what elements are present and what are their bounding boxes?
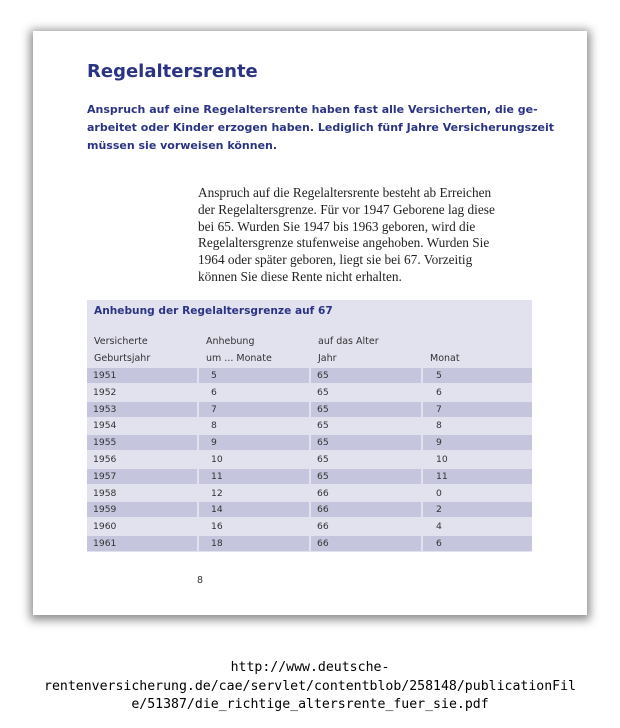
increase-months-cell: 9 [199,435,309,450]
table-row [87,401,532,418]
age-month-cell: 6 [436,386,442,398]
page-number: 8 [197,575,204,586]
age-year-cell: 66 [311,536,421,551]
source-url-line[interactable]: rentenversicherung.de/cae/servlet/contentblob/258148/publicationFil [44,678,576,694]
source-url[interactable] [0,659,620,715]
increase-months-cell: 12 [211,487,223,499]
intro-paragraph [87,101,557,155]
age-month-cell: 9 [423,435,532,450]
increase-months-cell: 7 [199,402,309,417]
age-year-cell: 65 [311,402,421,417]
table-title: Anhebung der Regelaltersgrenze auf 67 [94,305,333,317]
increase-months-cell: 5 [199,368,309,383]
increase-months-cell: 10 [211,454,223,465]
header-increase-line2: um ... Monate [206,353,272,364]
age-month-cell: 0 [436,487,442,499]
birth-year-cell: 1957 [87,469,197,484]
age-year-cell: 66 [311,502,421,517]
age-month-cell: 8 [436,420,442,432]
intro-line: arbeitet oder Kinder erzogen haben. Lediglich fünf Jahre Versicherungszeit [87,121,555,134]
body-line: 1964 oder später geboren, liegt sie bei 67. Vorzeitig [198,252,473,268]
table-row [87,367,532,384]
body-line: können Sie diese Rente nicht erhalten. [198,268,402,284]
increase-months-cell: 6 [211,386,217,398]
intro-line: Anspruch auf eine Regelaltersrente haben fast alle Versicherten, die ge- [87,103,538,116]
birth-year-cell: 1953 [87,402,197,417]
increase-months-cell: 8 [211,420,217,432]
body-line: der Regelaltersgrenze. Für vor 1947 Geborene lag diese [198,201,495,217]
age-year-cell: 65 [317,454,329,465]
table-row [87,468,532,485]
age-year-cell: 65 [317,386,329,398]
source-url-line[interactable]: http://www.deutsche- [230,660,390,675]
birth-year-cell: 1959 [87,502,197,517]
age-month-cell: 7 [423,402,532,417]
table-row [87,535,532,552]
birth-year-cell: 1960 [93,521,117,533]
birth-year-cell: 1955 [87,435,197,450]
increase-months-cell: 18 [199,536,309,551]
age-month-cell: 4 [436,521,442,533]
retirement-age-table [87,300,532,552]
body-paragraph [198,185,538,286]
birth-year-cell: 1954 [93,420,117,432]
header-birth-year-line2: Geburtsjahr [94,353,151,364]
increase-months-cell: 11 [199,469,309,484]
birth-year-cell: 1961 [87,536,197,551]
table-row [87,434,532,451]
age-year-cell: 65 [311,368,421,383]
header-age-year: Jahr [318,353,337,364]
table-row [87,417,532,434]
intro-line: müssen sie vorweisen können. [87,139,278,152]
birth-year-cell: 1956 [93,454,117,465]
age-month-cell: 5 [423,368,532,383]
age-year-cell: 65 [311,469,421,484]
birth-year-cell: 1951 [87,368,197,383]
birth-year-cell: 1958 [93,487,117,499]
increase-months-cell: 16 [211,521,223,533]
header-age-month: Monat [430,353,460,364]
body-line: Anspruch auf die Regelaltersrente besteht ab Erreichen [198,185,492,200]
table-row [87,384,532,401]
increase-months-cell: 14 [199,502,309,517]
age-year-cell: 66 [317,521,329,533]
age-year-cell: 66 [317,487,329,499]
body-line: bei 65. Wurden Sie 1947 bis 1963 geboren, wird die [198,218,476,234]
table-row [87,501,532,518]
page-title: Regelaltersrente [87,61,258,82]
table-row [87,485,532,502]
header-age-line1: auf das Alter [318,336,379,347]
source-url-line[interactable]: e/51387/die_richtige_altersrente_fuer_sie.pdf [131,697,489,712]
birth-year-cell: 1952 [93,386,117,398]
age-year-cell: 65 [311,435,421,450]
table-row [87,518,532,535]
header-birth-year-line1: Versicherte [94,336,148,347]
age-year-cell: 65 [317,420,329,432]
age-month-cell: 2 [423,502,532,517]
body-line: Regelaltersgrenze stufenweise angehoben. Wurden Sie [198,235,490,251]
age-month-cell: 11 [423,469,532,484]
table-row [87,451,532,468]
header-increase-line1: Anhebung [206,336,255,347]
age-month-cell: 6 [423,536,532,551]
age-month-cell: 10 [436,454,448,465]
document-page [33,31,587,615]
